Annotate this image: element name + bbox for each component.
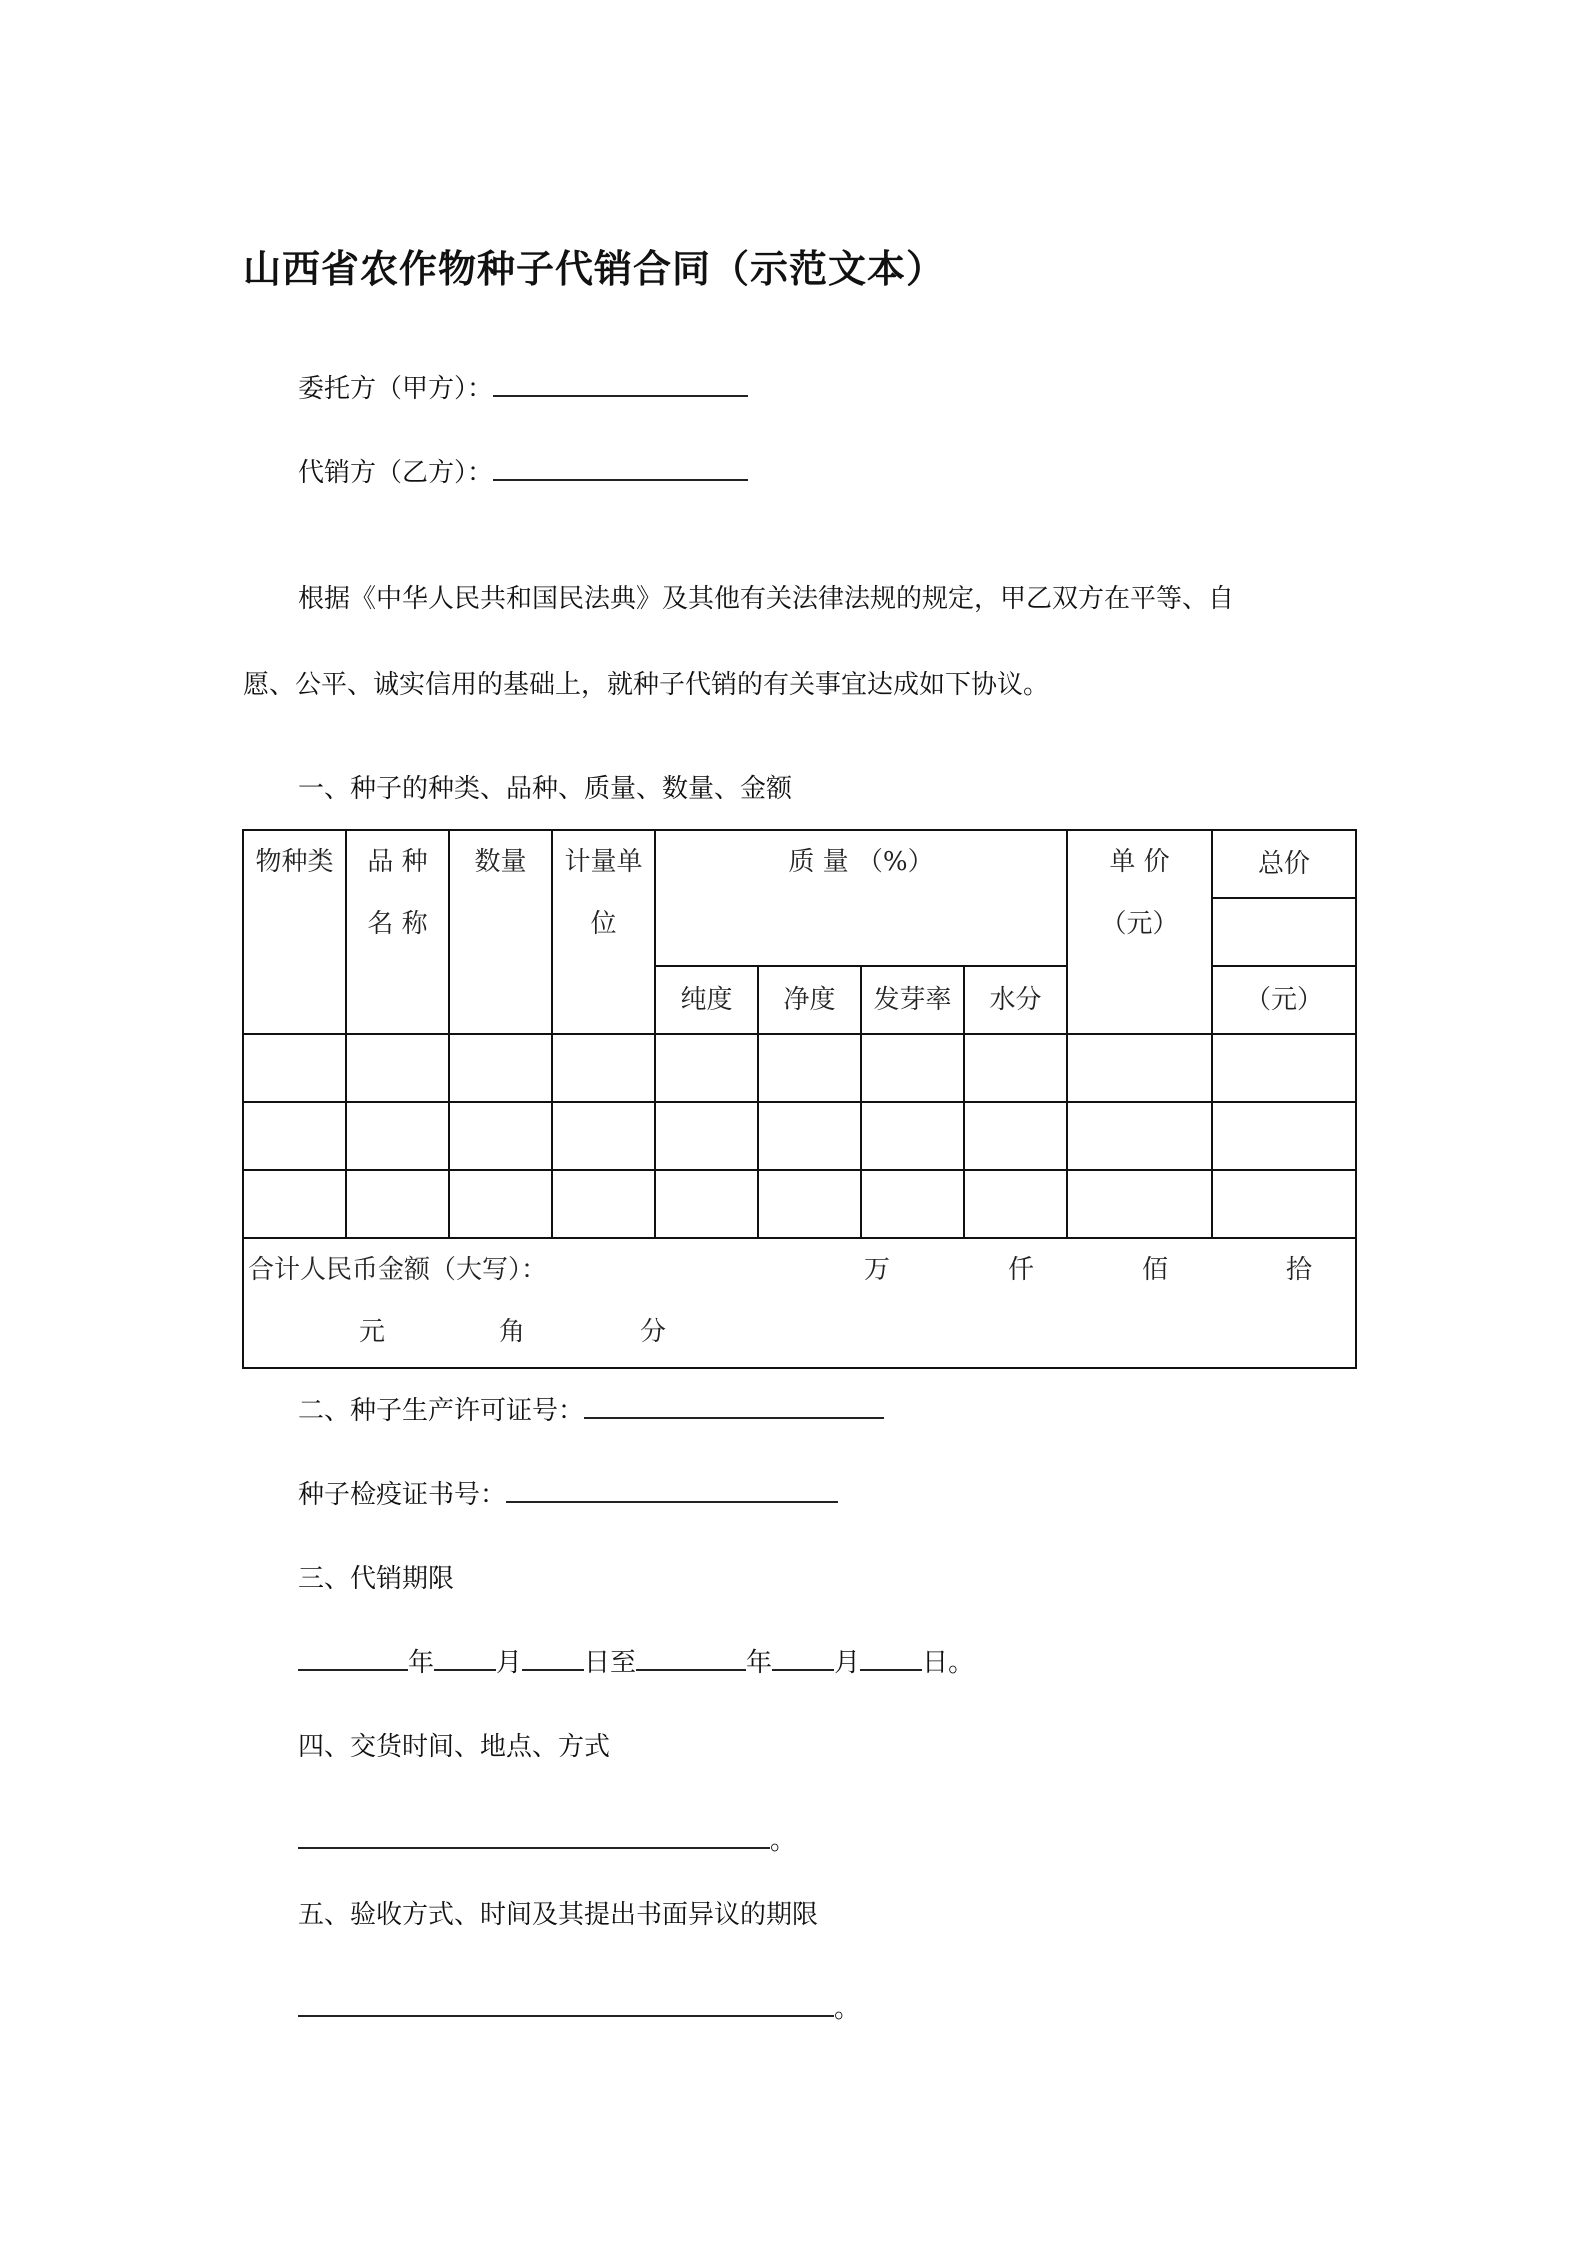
- party-a-label: 委托方（甲方）：: [298, 374, 494, 404]
- header-kind: 物种类: [243, 830, 346, 1034]
- start-month-blank[interactable]: [434, 1647, 496, 1671]
- table-cell[interactable]: [346, 1034, 449, 1102]
- total-row: [243, 1238, 1356, 1368]
- header-total: 总价: [1212, 830, 1356, 898]
- party-b-label: 代销方（乙方）：: [298, 458, 494, 488]
- table-cell[interactable]: [861, 1034, 964, 1102]
- table-row: [243, 1034, 1356, 1102]
- table-cell[interactable]: [964, 1102, 1067, 1170]
- end-day-blank[interactable]: [860, 1647, 922, 1671]
- table-cell[interactable]: [758, 1102, 861, 1170]
- total-amount-cell[interactable]: [243, 1238, 1356, 1368]
- quarantine-line: [298, 1474, 838, 1511]
- table-cell[interactable]: [552, 1170, 655, 1238]
- header-price: [1067, 830, 1212, 1034]
- header-price-1: 单 价: [1109, 847, 1170, 877]
- unit-qian: 仟: [1008, 1255, 1035, 1285]
- table-cell[interactable]: [861, 1170, 964, 1238]
- header-cleanliness: 净度: [758, 966, 861, 1034]
- header-quality: 质 量 （%）: [655, 830, 1067, 966]
- header-unit-2: 位: [590, 909, 617, 939]
- table-cell[interactable]: [655, 1102, 758, 1170]
- table-cell[interactable]: [1212, 1102, 1356, 1170]
- table-cell[interactable]: [1212, 1170, 1356, 1238]
- acceptance-end: 。: [834, 1994, 861, 2024]
- table-cell[interactable]: [1067, 1102, 1212, 1170]
- intro-line-1: 根据《中华人民共和国民法典》及其他有关法律法规的规定，甲乙双方在平等、自: [298, 584, 1235, 614]
- unit-jiao: 角: [499, 1317, 526, 1347]
- end-year-blank[interactable]: [636, 1647, 746, 1671]
- table-cell[interactable]: [1067, 1170, 1212, 1238]
- unit-fen: 分: [640, 1317, 667, 1347]
- table-cell[interactable]: [758, 1170, 861, 1238]
- unit-yuan: 元: [359, 1317, 386, 1347]
- table-cell[interactable]: [243, 1170, 346, 1238]
- table-cell[interactable]: [449, 1102, 552, 1170]
- table-cell[interactable]: [552, 1034, 655, 1102]
- unit-bai: 佰: [1142, 1255, 1169, 1285]
- acceptance-line: [298, 1988, 860, 2025]
- day-to-label: 日至: [584, 1648, 637, 1678]
- table-cell[interactable]: [449, 1034, 552, 1102]
- party-b-line: [298, 452, 748, 489]
- unit-wan: 万: [864, 1255, 891, 1285]
- table-cell[interactable]: [861, 1102, 964, 1170]
- table-cell[interactable]: [243, 1102, 346, 1170]
- section-2-label: 二、种子生产许可证号：: [298, 1396, 585, 1426]
- table-cell[interactable]: [655, 1034, 758, 1102]
- start-month-label: 月: [496, 1648, 523, 1678]
- table-cell[interactable]: [243, 1034, 346, 1102]
- section-1-heading: 一、种子的种类、品种、质量、数量、金额: [298, 774, 793, 804]
- header-purity: 纯度: [655, 966, 758, 1034]
- unit-shi: 拾: [1286, 1255, 1313, 1285]
- seed-table: [242, 829, 1357, 1369]
- delivery-blank[interactable]: [298, 1825, 770, 1849]
- table-cell[interactable]: [758, 1034, 861, 1102]
- header-total-unit: （元）: [1212, 966, 1356, 1034]
- section-5-heading: 五、验收方式、时间及其提出书面异议的期限: [298, 1900, 819, 1930]
- header-quantity: 数量: [449, 830, 552, 1034]
- start-year-label: 年: [408, 1648, 435, 1678]
- header-variety-1: 品 种: [367, 847, 428, 877]
- end-month-label: 月: [834, 1648, 861, 1678]
- header-moisture: 水分: [964, 966, 1067, 1034]
- party-a-line: [298, 368, 748, 405]
- section-4-heading: 四、交货时间、地点、方式: [298, 1732, 611, 1762]
- header-germination: 发芽率: [861, 966, 964, 1034]
- table-cell[interactable]: [655, 1170, 758, 1238]
- table-row: [243, 1170, 1356, 1238]
- header-price-2: （元）: [1100, 909, 1179, 939]
- quarantine-number-blank[interactable]: [506, 1479, 838, 1503]
- party-a-blank[interactable]: [493, 373, 748, 397]
- acceptance-blank[interactable]: [298, 1993, 834, 2017]
- section-2-line: [298, 1390, 884, 1427]
- table-cell[interactable]: [964, 1170, 1067, 1238]
- table-cell[interactable]: [346, 1170, 449, 1238]
- header-unit: [552, 830, 655, 1034]
- table-cell[interactable]: [1067, 1034, 1212, 1102]
- header-variety-2: 名 称: [367, 909, 428, 939]
- table-cell[interactable]: [552, 1102, 655, 1170]
- table-cell[interactable]: [449, 1170, 552, 1238]
- end-day-label: 日。: [922, 1648, 975, 1678]
- delivery-end: 。: [770, 1826, 797, 1856]
- quarantine-label: 种子检疫证书号：: [298, 1480, 507, 1510]
- header-variety: [346, 830, 449, 1034]
- start-year-blank[interactable]: [298, 1647, 408, 1671]
- delivery-line: [298, 1820, 796, 1857]
- license-number-blank[interactable]: [584, 1395, 884, 1419]
- start-day-blank[interactable]: [522, 1647, 584, 1671]
- document-title: 山西省农作物种子代销合同（示范文本）: [243, 247, 946, 291]
- period-line: [298, 1642, 974, 1679]
- table-cell[interactable]: [346, 1102, 449, 1170]
- party-b-blank[interactable]: [493, 457, 748, 481]
- header-unit-1: 计量单: [564, 847, 643, 877]
- table-cell[interactable]: [964, 1034, 1067, 1102]
- section-3-heading: 三、代销期限: [298, 1564, 455, 1594]
- total-label: 合计人民币金额（大写）：: [248, 1255, 548, 1285]
- intro-line-2: 愿、公平、诚实信用的基础上，就种子代销的有关事宜达成如下协议。: [243, 670, 1050, 700]
- end-year-label: 年: [746, 1648, 773, 1678]
- table-cell[interactable]: [1212, 1034, 1356, 1102]
- end-month-blank[interactable]: [772, 1647, 834, 1671]
- table-row: [243, 1102, 1356, 1170]
- header-total-blank[interactable]: [1212, 898, 1356, 966]
